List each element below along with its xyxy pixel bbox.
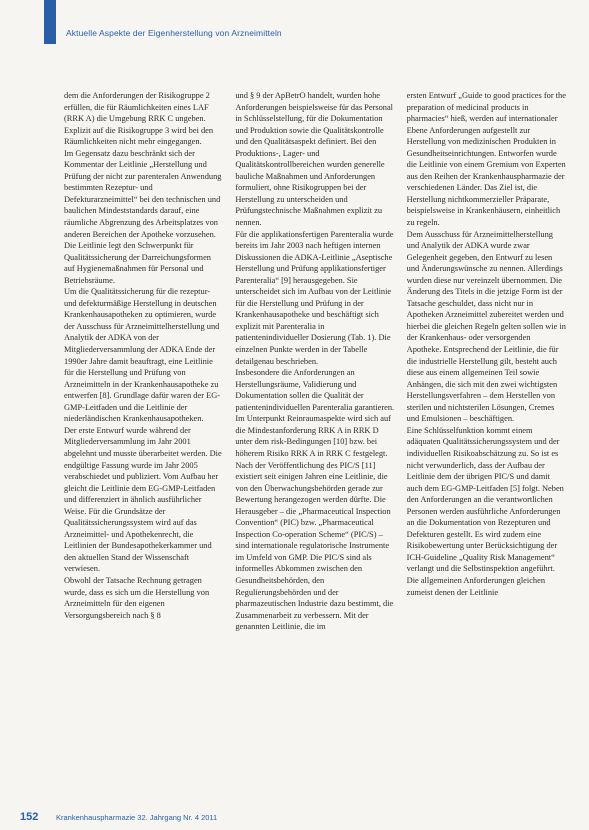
paragraph: Die allgemeinen Anforderungen gleichen zumeist denen der Leitlinie bbox=[406, 575, 546, 597]
paragraph: dem die Anforderungen der Risikogruppe 2 erfüllen, die für Räumlichkeiten eines LAF (RRK A) die Umgebung RRK C ungeben. Explizit auf die Risikogruppe 3 wird bei den Räumlichkeiten nicht mehr eingegangen. bbox=[64, 91, 214, 147]
paragraph: Eine Schlüsselfunktion kommt einem adäquaten Qualitätssicherungssystem und der individuellen Risikoabschätzung zu. So ist es nicht verwunderlich, dass der Aufbau der Leitlinie dem der übrigen PIC/S und damit auch dem EG-GMP-Leitfaden [5] folgt. Neben den Anforderungen an die verantwortlichen Personen werden ausführliche Anforderungen an die Dokumentation von Rezepturen und Defekturen gestellt. Es wird zudem eine Risikobewertung unter Berücksichtigung der ICH-Guideline „Quality Risk Management“ verlangt und die Selbstinspektion angeführt. bbox=[406, 425, 564, 574]
paragraph: Nach der Veröffentlichung des PIC/S [11] existiert seit einigen Jahren eine Leitlinie, die von den Überwachungsbehörden gerade zur Bewertung herangezogen werden dürfte. Die Herausgeber – die „Pharmaceutical Inspection Convention“ (PIC) bzw. „Pharmaceutical Inspection Co-operation Scheme“ (PIC/S) – sind internationale regulatorische Instrumente im Umfeld von GMP. Die PIC/S sind als informelles Abkommen zwischen den Gesundheitsbehörden, den Regulierungsbehörden und der pharmazeutischen Industrie dazu bestimmt, die Zusammenarbeit zu verbessern. Mit der genannten Leitlinie, die im bbox=[235, 460, 394, 632]
column-3 bbox=[407, 90, 566, 802]
column-2 bbox=[235, 90, 394, 802]
paragraph: Insbesondere die Anforderungen an Herstellungsräume, Validierung und Dokumentation sollen die Qualität der patientenindividuellen Parenteralia garantieren. Im Unterpunkt Reinraumaspekte wird sich auf die Mindestanforderung RRK A in RRK D unter dem risk-Bedingungen [10] bzw. bei höherem Risiko RRK A in RRK C festgelegt. bbox=[235, 368, 395, 458]
paragraph: Im Gegensatz dazu beschränkt sich der Kommentar der Leitlinie „Herstellung und Prüfung der nicht zur parenteralen Anwendung bestimmten Rezeptur- und Defekturarzneimittel“ bei den technischen und baulichen Mindeststandards darauf, eine räumliche Abgrenzung des Arbeitsplatzes von anderen Bereichen der Apotheke vorzusehen. Die Leitlinie legt den Schwerpunkt für Qualitätssicherung der Darreichungsformen auf Hygienemaßnahmen für Personal und Betriebsräume. bbox=[64, 148, 222, 285]
paragraph: ersten Entwurf „Guide to good practices for the preparation of medicinal products in pharmacies“ hieß, werden auf internationaler Ebene Anforderungen aufgestellt zur Herstellung von medizinischen Produkten in Gesundheitseinrichtungen. Entworfen wurde die Leitlinie von einem Gremium von Experten aus den Reihen der Krankenhauspharmazie der verschiedenen Länder. Das Ziel ist, die Herstellung nichtkommerzieller Präparate, beispielsweise in Krankenhäusern, einheitlich zu regeln. bbox=[406, 91, 566, 228]
journal-footer: Krankenhauspharmazie 32. Jahrgang Nr. 4 2011 bbox=[56, 813, 218, 822]
page-number: 152 bbox=[20, 811, 39, 823]
paragraph: Dem Ausschuss für Arzneimittelherstellung und Analytik der ADKA wurde zwar Gelegenheit gegeben, den Entwurf zu lesen und Änderungswünsche zu nennen. Allerdings wurden diese nur vereinzelt übernommen. Die Änderung des Titels in die jetzige Form ist der Tatsache geschuldet, dass nicht nur in Apotheken Arzneimittel zubereitet werden und hierbei die gleichen Regeln gelten sollen wie in der Krankenhaus- oder versorgenden Apotheke. Entsprechend der Leitlinie, die für die industrielle Herstellung gilt, besteht auch diese aus einem allgemeinen Teil sowie Anhängen, die sich mit den zwei wichtigsten Herstellungsverfahren – dem Herstellen von sterilen und nichtsterilen Lösungen, Cremes und Emulsionen – beschäftigen. bbox=[406, 229, 566, 424]
paragraph: Obwohl der Tatsache Rechnung getragen wurde, dass es sich um die Herstellung von Arzneimitteln für den eigenen Versorgungsbereich nach § 8 bbox=[64, 575, 210, 620]
paragraph: Für die applikationsfertigen Parenteralia wurde bereits im Jahr 2003 nach heftigen internen Diskussionen die ADKA-Leitlinie „Aseptische Herstellung und Prüfung applikationsfertiger Parenteralia“ [9] herausgegeben. Sie unterscheidet sich im Aufbau von der Leitlinie für die Herstellung und Prüfung in der Krankenhausapotheke und beschäftigt sich explizit mit Parenteralia in patientenindividueller Dosierung (Tab. 1). Die einzelnen Punkte werden in der Tabelle detailgenau beschrieben. bbox=[235, 229, 394, 366]
paragraph: Um die Qualitätssicherung für die rezeptur- und defekturmäßige Herstellung in deutschen Krankenhausapotheken zu optimieren, wurde der Ausschuss für Arzneimittelherstellung und Analytik der ADKA von der Mitgliederversammlung der ADKA Ende der 1990er Jahre damit beauftragt, eine Leitlinie für die Herstellung und Prüfung von Arzneimitteln in der Krankenhausapotheke zu entwerfen [8]. Grundlage dafür waren der EG-GMP-Leitfaden und die Leitlinie der niederländischen Krankenhausapotheken. bbox=[64, 287, 221, 424]
paragraph: Der erste Entwurf wurde während der Mitgliederversammlung im Jahr 2001 abgelehnt und musste überarbeitet werden. Die endgültige Fassung wurde im Jahr 2005 verabschiedet und publiziert. Vom Aufbau her gleicht die Leitlinie dem EG-GMP-Leitfaden und differenziert in ähnlich ausführlicher Weise. Für die Grundsätze der Qualitätssicherungssystem wird auf das Arzneimittel- und Apothekenrecht, die Leitlinien der Bundesapothekerkammer und den aktuellen Stand der Wissenschaft verwiesen. bbox=[64, 425, 222, 574]
running-head-title: Aktuelle Aspekte der Eigenherstellung von Arzneimitteln bbox=[66, 28, 282, 38]
column-1 bbox=[64, 90, 223, 802]
header-color-bar bbox=[44, 0, 56, 44]
paragraph: und § 9 der ApBetrO handelt, wurden hohe Anforderungen beispielsweise für das Personal in Schlüsselstellung, für die Dokumentation und Produktion sowie die Qualitätskontrolle und den Qualitätsaspekt definiert. Bei den Produktions-, Lager- und Qualitätskontrollbereichen wurden generelle bauliche Maßnahmen und Anforderungen formuliert, ohne Risikogruppen bei der Herstellung zu unterscheiden und Prüfungstechnische Maßnahmen explizit zu nennen. bbox=[235, 91, 394, 228]
article-body bbox=[64, 90, 566, 802]
